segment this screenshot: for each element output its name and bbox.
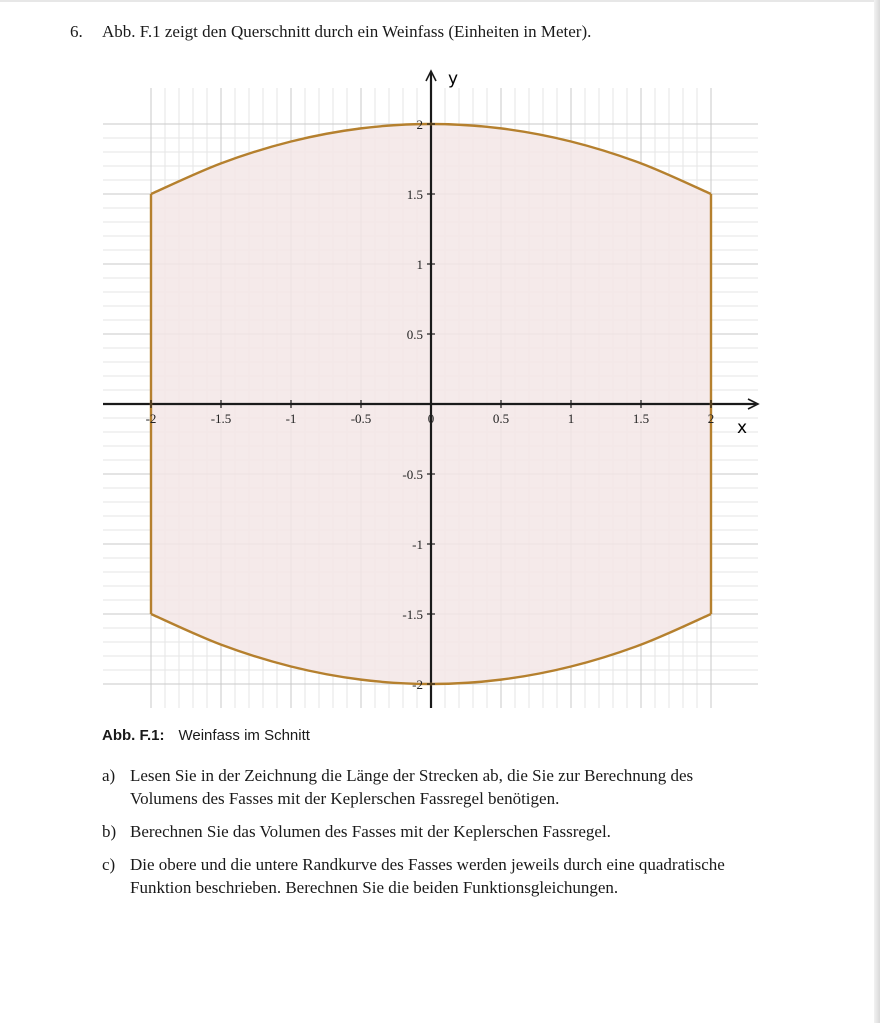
task-text: Die obere und die untere Randkurve des Fasses werden jeweils durch eine quadratische Funktion beschrieben. Berechnen Sie die beiden Funktionsgleichungen. [130, 855, 725, 897]
caption-text: Weinfass im Schnitt [178, 727, 310, 744]
task-item [102, 764, 762, 810]
y-tick-label: -2 [412, 677, 423, 692]
x-axis-label: x [737, 418, 748, 438]
task-text: Berechnen Sie das Volumen des Fasses mit der Keplerschen Fassregel. [130, 822, 611, 841]
x-tick-label: -1.5 [210, 411, 232, 426]
task-text: Lesen Sie in der Zeichnung die Länge der Strecken ab, die Sie zur Berechnung des Volumens des Fasses mit der Keplerschen Fassregel benötigen. [130, 766, 694, 808]
y-axis-label: y [448, 69, 459, 89]
y-tick-label: 2 [416, 117, 423, 132]
y-tick-label: -0.5 [402, 467, 423, 482]
y-tick-label: 0.5 [406, 327, 423, 342]
task-list [102, 764, 762, 909]
x-tick-label: 0.5 [492, 411, 510, 426]
caption-label: Abb. F.1: [102, 727, 165, 744]
x-tick-label: 1.5 [632, 411, 650, 426]
x-tick-label: 0 [427, 411, 435, 426]
y-tick-label: -1 [412, 537, 423, 552]
task-letter: a) [102, 766, 116, 785]
y-tick-label: 1 [416, 257, 423, 272]
question-text: Abb. F.1 zeigt den Querschnitt durch ein Weinfass (Einheiten in Meter). [102, 22, 592, 41]
task-letter: b) [102, 822, 117, 841]
y-tick-label: -1.5 [402, 607, 423, 622]
x-tick-label: -0.5 [350, 411, 372, 426]
question-number: 6. [70, 22, 83, 41]
y-tick-label: 1.5 [406, 187, 423, 202]
figure-caption [102, 727, 310, 744]
x-tick-label: -2 [145, 411, 157, 426]
x-tick-label: 2 [707, 411, 715, 426]
task-item [102, 853, 762, 899]
x-tick-label: 1 [567, 411, 575, 426]
task-letter: c) [102, 855, 116, 874]
task-item [102, 820, 762, 843]
x-tick-label: -1 [285, 411, 297, 426]
